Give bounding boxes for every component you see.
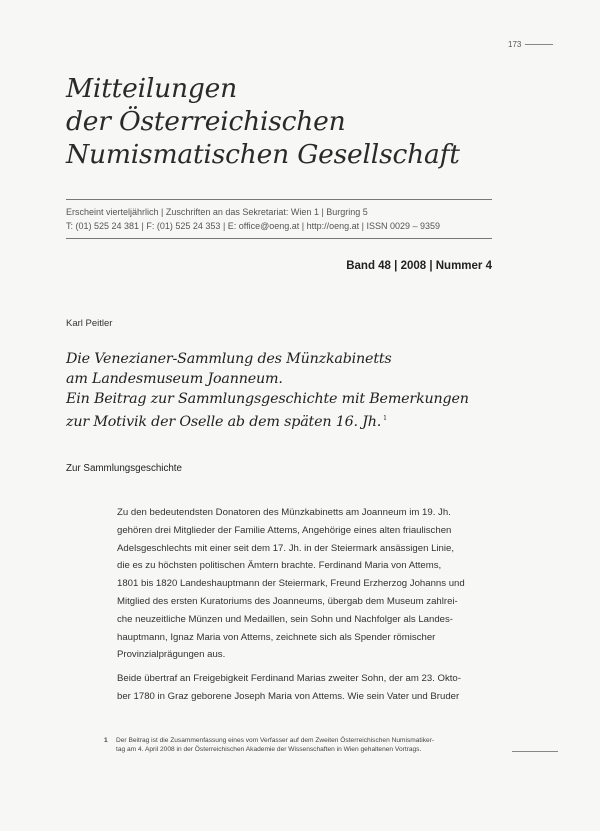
journal-title-line: Numismatischen Gesellschaft: [66, 139, 460, 170]
paragraph: [117, 504, 509, 664]
author-name: Karl Peitler: [66, 318, 113, 329]
text-line: Beide übertraf an Freigebigkeit Ferdinand Marias zweiter Sohn, der am 23. Okto-: [117, 673, 461, 685]
text-line: Mitglied des ersten Kuratoriums des Joanneums, übergab dem Museum zahlrei-: [117, 595, 458, 607]
text-line: 1801 bis 1820 Landeshauptmann der Steiermark, Freund Erzherzog Johanns und: [117, 578, 465, 590]
article-subtitle-line: Ein Beitrag zur Sammlungsgeschichte mit Bemerkungen: [66, 391, 469, 407]
footnote-line: Der Beitrag ist die Zusammenfassung eines vom Verfasser auf dem Zweiten Österreichischen Numismatiker-: [116, 737, 435, 744]
article-title: [66, 349, 506, 432]
footnote-rule: [512, 751, 558, 752]
footnote-line: tag am 4. April 2008 in der Österreichischen Akademie der Wissenschaften in Wien gehaltenen Vortrags.: [116, 746, 422, 753]
page-number-text: 173: [508, 40, 522, 49]
footnote-marker[interactable]: 1: [383, 415, 387, 422]
journal-title-line: der Österreichischen: [66, 106, 346, 137]
body-text: [117, 504, 509, 712]
page-number: [508, 40, 553, 49]
article-title-line: Die Venezianer-Sammlung des Münzkabinetts: [66, 351, 392, 367]
masthead-info-line: T: (01) 525 24 381 | F: (01) 525 24 353 | E: office@oeng.at | http://oeng.at | ISSN 0029 – 9359: [66, 221, 441, 231]
text-line: ber 1780 in Graz geborene Joseph Maria von Attems. Wie sein Vater und Bruder: [117, 690, 460, 702]
page-number-rule: [525, 44, 553, 45]
journal-title: [66, 72, 506, 171]
text-line: hauptmann, Ignaz Maria von Attems, zeichnete sich als Spender römischer: [117, 631, 436, 643]
text-line: Provinzialprägungen aus.: [117, 649, 226, 661]
footnote-text: [116, 736, 434, 754]
footnote: [104, 736, 514, 754]
paragraph: [117, 670, 509, 706]
masthead-info: [66, 205, 496, 233]
article-title-line: am Landesmuseum Joanneum.: [66, 371, 283, 387]
article-subtitle-text: zur Motivik der Oselle ab dem späten 16. Jh.: [66, 414, 382, 430]
masthead-rule-bottom: [66, 238, 492, 239]
text-line: die es zu höchsten politischen Ämtern brachte. Ferdinand Maria von Attems,: [117, 560, 442, 572]
footnote-number: 1: [104, 737, 108, 744]
text-line: Adelsgeschlechts mit einer seit dem 17. Jh. in der Steiermark ansässigen Linie,: [117, 542, 455, 554]
masthead-info-line: Erscheint vierteljährlich | Zuschriften an das Sekretariat: Wien 1 | Burgring 5: [66, 207, 368, 217]
masthead-rule-top: [66, 199, 492, 200]
text-line: che neuzeitliche Münzen und Medaillen, sein Sohn und Nachfolger als Landes-: [117, 613, 453, 625]
text-line: Zu den bedeutendsten Donatoren des Münzkabinetts am Joanneum im 19. Jh.: [117, 507, 451, 518]
section-heading: Zur Sammlungsgeschichte: [66, 463, 182, 474]
article-subtitle-line-last: [66, 409, 506, 432]
text-line: gehören drei Mitglieder der Familie Attems, Angehörige eines alten friaulischen: [117, 524, 452, 536]
issue-info: Band 48 | 2008 | Nummer 4: [346, 260, 492, 272]
journal-title-line: Mitteilungen: [66, 73, 237, 104]
